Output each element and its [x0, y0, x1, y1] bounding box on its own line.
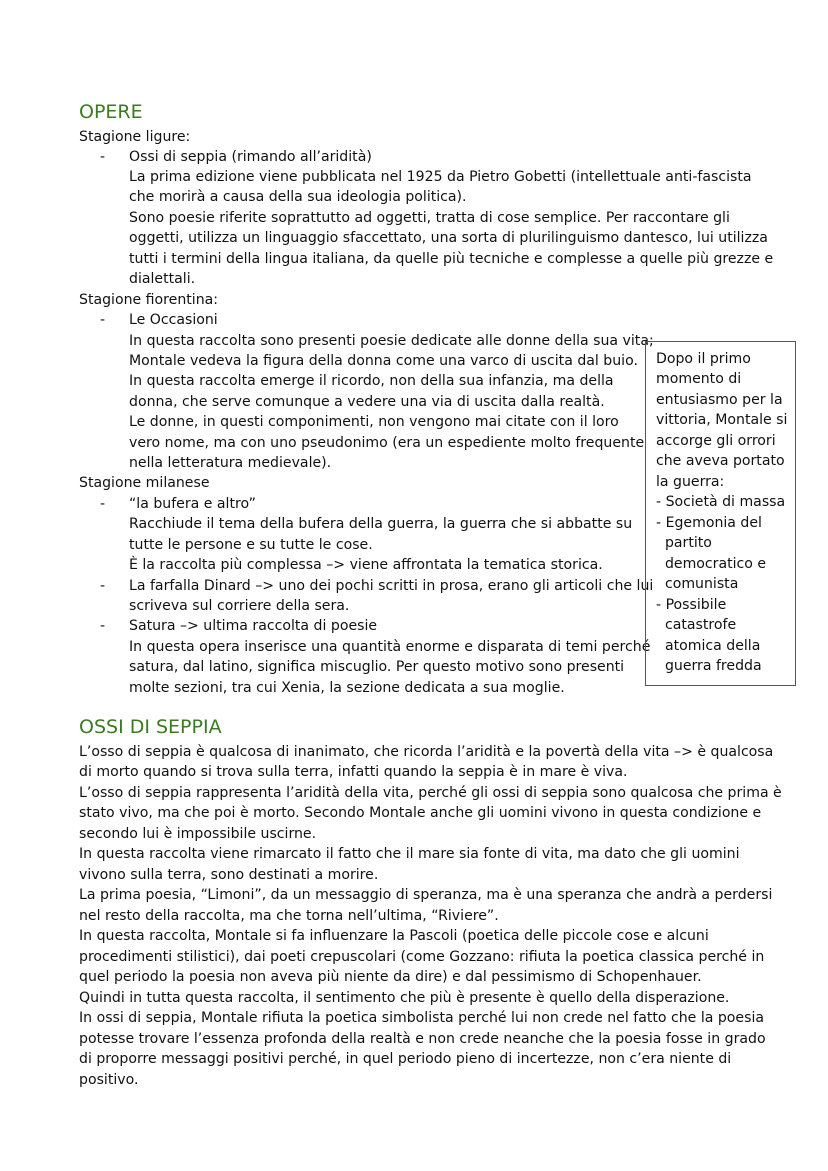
occasioni-desc-line: nella letteratura medievale).: [129, 455, 332, 471]
side-note-box: [645, 341, 796, 686]
farfalla-item-line: scriveva sul corriere della sera.: [129, 598, 350, 614]
side-note-bullet-line: democratico e: [656, 556, 767, 572]
ossi-paragraph-line: L’osso di seppia è qualcosa di inanimato, che ricorda l’aridità e la povertà della vita –> è qualcosa: [79, 744, 774, 760]
side-note-bullet-line: partito: [656, 535, 712, 551]
bufera-item: “la bufera e altro”: [129, 496, 256, 512]
ossi-paragraph-line: quel periodo la poesia non aveva più niente da dire) e dal pessimismo di Schopenhauer.: [79, 969, 702, 985]
side-note-line: Dopo il primo: [656, 351, 751, 367]
side-note-line: vittoria, Montale si: [656, 412, 788, 428]
list-dash: -: [100, 618, 106, 634]
list-dash: -: [100, 496, 106, 512]
side-note-line: la guerra:: [656, 474, 725, 490]
satura-item: Satura –> ultima raccolta di poesie: [129, 618, 378, 634]
side-note-line: momento di: [656, 371, 742, 387]
ossi-paragraph-line: In questa raccolta, Montale si fa influenzare la Pascoli (poetica delle piccole cose e alcuni: [79, 928, 709, 944]
ossi-paragraph-line: procedimenti stilistici), dai poeti crepuscolari (come Gozzano: rifiuta la poetica classica perché in: [79, 949, 765, 965]
ossi-paragraph-line: potesse trovare l’essenza profonda della realtà e non crede neanche che la poesia fosse in grado: [79, 1031, 766, 1047]
bufera-desc-line: Racchiude il tema della bufera della guerra, la guerra che si abbatte su: [129, 516, 633, 532]
ossi-paragraph-line: di proporre messaggi positivi perché, in quel periodo pieno di incertezze, non c’era niente di: [79, 1051, 732, 1067]
ossi-paragraph-line: In ossi di seppia, Montale rifiuta la poetica simbolista perché lui non crede nel fatto che la poesia: [79, 1010, 764, 1026]
satura-desc-line: satura, dal latino, significa miscuglio. Per questo motivo sono presenti: [129, 659, 625, 675]
occasioni-item: Le Occasioni: [129, 312, 218, 328]
list-dash: -: [100, 578, 106, 594]
ossi-desc-line: dialettali.: [129, 271, 196, 287]
ossi-item: Ossi di seppia (rimando all’aridità): [129, 149, 372, 165]
ossi-paragraph-line: Quindi in tutta questa raccolta, il sentimento che più è presente è quello della disperazione.: [79, 990, 730, 1006]
side-note-bullet-line: atomica della: [656, 638, 761, 654]
occasioni-desc-line: In questa raccolta emerge il ricordo, non della sua infanzia, ma della: [129, 373, 614, 389]
ossi-paragraph-line: In questa raccolta viene rimarcato il fatto che il mare sia fonte di vita, ma dato che gli uomini: [79, 846, 740, 862]
side-note-line: che aveva portato: [656, 453, 785, 469]
ossi-paragraph-line: vivono sulla terra, sono destinati a morire.: [79, 867, 379, 883]
side-note-bullet: - Possibile: [656, 597, 727, 613]
stagione-fiorentina-label: Stagione fiorentina:: [79, 292, 219, 308]
side-note-bullet-line: comunista: [656, 576, 739, 592]
opere-heading: OPERE: [79, 101, 143, 123]
ossi-paragraph-line: di morto quando si trova sulla terra, infatti quando la seppia è in mare è viva.: [79, 764, 628, 780]
side-note-bullet: - Società di massa: [656, 494, 786, 510]
side-note-bullet: - Egemonia del: [656, 515, 762, 531]
occasioni-desc-line: vero nome, ma con uno pseudonimo (era un espediente molto frequente: [129, 435, 645, 451]
side-note-line: accorge gli orrori: [656, 433, 776, 449]
occasioni-desc-line: Le donne, in questi componimenti, non vengono mai citate con il loro: [129, 414, 619, 430]
ossi-desc-line: tutti i termini della lingua italiana, da quelle più tecniche e complesse a quelle più grezze e: [129, 251, 774, 267]
stagione-ligure-label: Stagione ligure:: [79, 129, 191, 145]
bufera-desc-line: È la raccolta più complessa –> viene affrontata la tematica storica.: [129, 557, 603, 573]
stagione-milanese-label: Stagione milanese: [79, 475, 210, 491]
ossi-paragraph-line: L’osso di seppia rappresenta l’aridità della vita, perché gli ossi di seppia sono qualcosa che prima è: [79, 785, 782, 801]
ossi-heading: OSSI DI SEPPIA: [79, 716, 222, 738]
occasioni-desc-line: donna, che serve comunque a vedere una via di uscita dalla realtà.: [129, 394, 605, 410]
ossi-desc-line: oggetti, utilizza un linguaggio sfaccettato, una sorta di plurilinguismo dantesco, lui utilizza: [129, 230, 768, 246]
ossi-paragraph-line: La prima poesia, “Limoni”, da un messaggio di speranza, ma è una speranza che andrà a perdersi: [79, 887, 773, 903]
side-note-bullet-line: guerra fredda: [656, 658, 762, 674]
ossi-paragraph-line: nel resto della raccolta, ma che torna nell’ultima, “Riviere”.: [79, 908, 499, 924]
list-dash: -: [100, 312, 106, 328]
farfalla-item: La farfalla Dinard –> uno dei pochi scritti in prosa, erano gli articoli che lui: [129, 578, 654, 594]
ossi-desc-line: La prima edizione viene pubblicata nel 1925 da Pietro Gobetti (intellettuale anti-fascista: [129, 169, 752, 185]
ossi-desc-line: che morirà a causa della sua ideologia politica).: [129, 189, 467, 205]
ossi-paragraph-line: positivo.: [79, 1072, 139, 1088]
satura-desc-line: In questa opera inserisce una quantità enorme e disparata di temi perché: [129, 639, 651, 655]
side-note-bullet-line: catastrofe: [656, 617, 737, 633]
side-note-line: entusiasmo per la: [656, 392, 783, 408]
occasioni-desc-line: Montale vedeva la figura della donna come una varco di uscita dal buio.: [129, 353, 638, 369]
satura-desc-line: molte sezioni, tra cui Xenia, la sezione dedicata a sua moglie.: [129, 680, 565, 696]
ossi-paragraph-line: secondo lui è impossibile uscirne.: [79, 826, 317, 842]
bufera-desc-line: tutte le persone e su tutte le cose.: [129, 537, 373, 553]
list-dash: -: [100, 149, 106, 165]
ossi-desc-line: Sono poesie riferite soprattutto ad oggetti, tratta di cose semplice. Per raccontare gli: [129, 210, 730, 226]
ossi-paragraph-line: stato vivo, ma che poi è morto. Secondo Montale anche gli uomini vivono in questa condizione e: [79, 805, 762, 821]
occasioni-desc-line: In questa raccolta sono presenti poesie dedicate alle donne della sua vita;: [129, 333, 654, 349]
